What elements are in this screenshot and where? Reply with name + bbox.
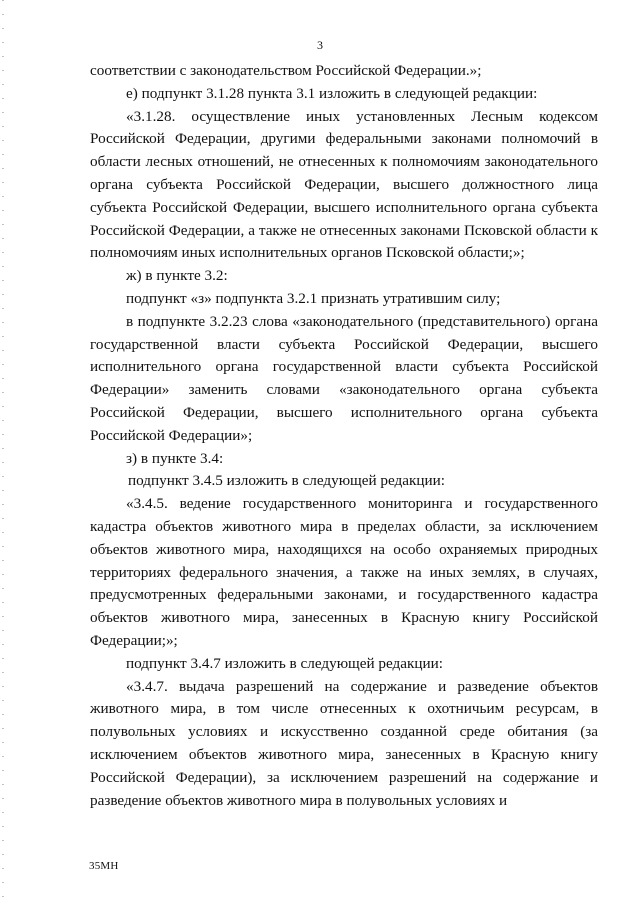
paragraph-3-2-23: в подпункте 3.2.23 слова «законодательного (представительного) органа государственной власти субъекта Российской Федерации, высшего исполнительного органа государственной власти субъекта Российской Федерации» заменить словами «законодательного органа субъекта Российской Федерации, высшего исполнительного органа субъекта Российской Федерации»; (90, 312, 598, 444)
document-body (90, 60, 598, 812)
paragraph-item-zh: ж) в пункте 3.2: (126, 267, 228, 285)
paragraph-3-1-28-text: «3.1.28. осуществление иных установленных Лесным кодексом Российской Федерации, другими федеральными законами полномочий в области лесных отношений, не отнесенных к полномочиям законодательного органа субъекта Российской Федерации, высшего должностного лица субъекта Российской Федерации, высшего исполнительного органа субъекта Российской Федерации, а также не отнесенных законами Псковской области к полномочиям иных исполнительных органов Псковской области;»; (90, 107, 598, 262)
paragraph-continuation: соответствии с законодательством Российской Федерации.»; (90, 62, 482, 79)
paragraph-item-e: е) подпункт 3.1.28 пункта 3.1 изложить в следующей редакции: (126, 84, 538, 102)
footer-document-code: 35МН (89, 860, 119, 872)
page-number: 3 (317, 38, 323, 52)
scan-margin-marks (2, 0, 4, 905)
paragraph-3-4-5-text: «3.4.5. ведение государственного мониторинга и государственного кадастра объектов животного мира в пределах области, за исключением объектов животного мира, находящихся на особо охраняемых природных территориях федерального значения, а также на иных землях, в случаях, предусмотренных федеральными законами, и государственного кадастра объектов животного мира, занесенных в Красную книгу Российской Федерации;»; (90, 495, 598, 649)
paragraph-item-z: з) в пункте 3.4: (126, 449, 224, 467)
paragraph-3-2-1: подпункт «з» подпункта 3.2.1 признать утратившим силу; (126, 289, 501, 307)
paragraph-3-4-7-text: «3.4.7. выдача разрешений на содержание и разведение объектов животного мира, в том числе отнесенных к охотничьим ресурсам, в полувольных условиях и искусственно созданной среде обитания (за исключением объектов животного мира, занесенных в Красную книгу Российской Федерации), за исключением разрешений на содержание и разведение объектов животного мира в полувольных условиях и (90, 677, 598, 809)
paragraph-3-4-5-intro: подпункт 3.4.5 изложить в следующей редакции: (128, 472, 445, 490)
paragraph-3-4-7-intro: подпункт 3.4.7 изложить в следующей редакции: (126, 654, 443, 672)
